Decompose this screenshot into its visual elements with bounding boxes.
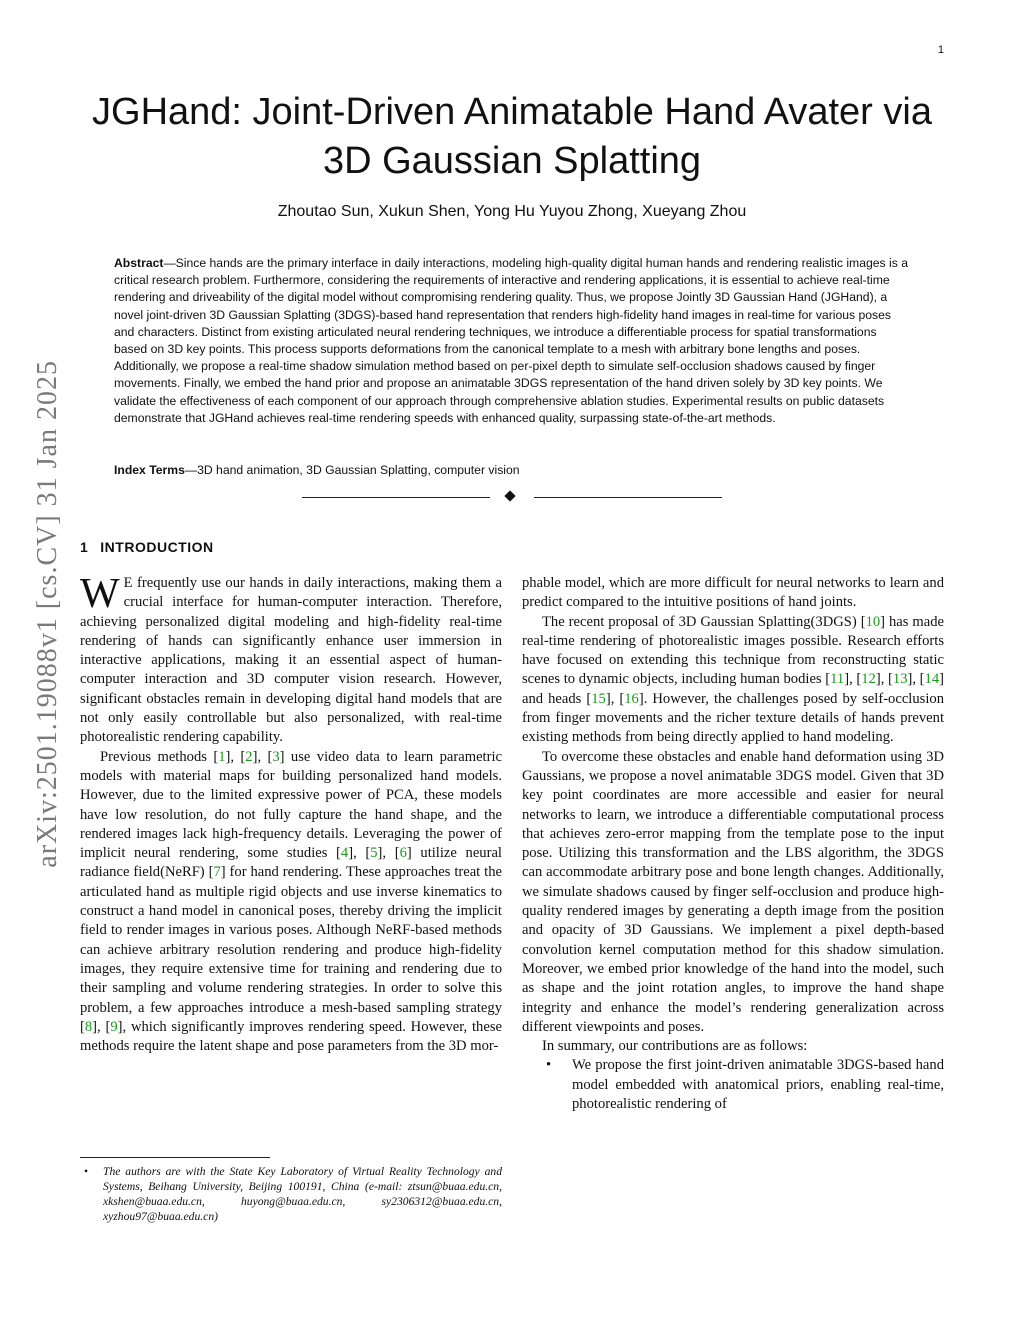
section-title: INTRODUCTION (100, 539, 214, 555)
citation-link[interactable]: 9 (110, 1018, 118, 1035)
page-number: 1 (937, 44, 944, 56)
citation-link[interactable]: 1 (218, 748, 226, 765)
text-run: ], [ (225, 748, 246, 765)
divider-line-right (534, 497, 722, 498)
right-column (522, 574, 944, 1114)
index-terms-label: Index Terms (114, 463, 185, 477)
text-run: ], [ (92, 1018, 111, 1035)
citation-link[interactable]: 10 (865, 613, 881, 630)
footnote-text: The authors are with the State Key Laboratory of Virtual Reality Technology and Systems, Beihang University, Beijing 100191, China (e-mail: ztsun@buaa.edu.cn, xkshen@buaa.edu.cn, huyong@buaa.edu.cn, sy2306312@buaa.edu.cn, xyzhou97@buaa.edu.cn) (103, 1165, 502, 1223)
text-run: ], which significantly improves rendering speed. However, these methods require the latent shape and pose parameters from the 3D mor- (80, 1018, 502, 1055)
footnote-rule (80, 1157, 270, 1158)
text-run: ], [ (377, 845, 400, 862)
arxiv-stamp: arXiv:2501.19088v1 [cs.CV] 31 Jan 2025 (32, 360, 63, 868)
citation-link[interactable]: 6 (399, 845, 407, 862)
text-run: ] has made real-time rendering of photorealistic images possible. Research efforts have focused on extending this technique from reconstructing static scenes to dynamic objects, including human bodies [ (522, 613, 944, 688)
text-run: ], [ (348, 845, 371, 862)
citation-link[interactable]: 13 (892, 671, 908, 688)
text-run: The recent proposal of 3D Gaussian Splatting(3DGS) [ (542, 613, 866, 630)
abstract-label: Abstract (114, 256, 164, 270)
intro-paragraph-1-text: E frequently use our hands in daily interactions, making them a crucial interface for human-computer interaction. Therefore, achieving personalized digital modeling and high-fidelity real-time rendering of hands can significantly enhance user immersion in interactive applications, making it an essential aspect of human-computer interaction and 3D computer vision research. However, significant obstacles remain in developing digital hand models that are not only easily controllable but also personalized, with real-time photorealistic rendering capability. (80, 575, 502, 746)
citation-link[interactable]: 11 (830, 671, 845, 688)
citation-link[interactable]: 4 (340, 845, 349, 862)
text-run: ]. However, the challenges posed by self-occlusion from finger movements and the richer texture details of hands prevent existing methods from being directly applied to hand modeling. (522, 690, 944, 746)
text-run: ], [ (605, 690, 625, 707)
text-run: ], [ (844, 671, 862, 688)
col2-paragraph-1 (522, 613, 944, 748)
index-terms-text: —3D hand animation, 3D Gaussian Splatting, computer vision (184, 463, 520, 477)
paper-title: JGHand: Joint-Driven Animatable Hand Avater via 3D Gaussian Splatting (92, 91, 932, 182)
contribution-text: We propose the first joint-driven animatable 3DGS-based hand model embedded with anatomical priors, enabling real-time, photorealistic rendering of (572, 1057, 944, 1113)
col2-paragraph-3: In summary, our contributions are as follows: (542, 1038, 808, 1055)
citation-link[interactable]: 14 (924, 671, 940, 688)
divider-line-left (302, 497, 490, 498)
footnote (80, 1164, 502, 1224)
citation-link[interactable]: 2 (245, 748, 253, 765)
citation-link[interactable]: 15 (591, 690, 606, 707)
section-divider (302, 497, 722, 499)
index-terms (114, 463, 910, 477)
intro-paragraph-2 (80, 748, 502, 1057)
drop-cap: W (80, 571, 120, 617)
citation-link[interactable]: 3 (272, 748, 280, 765)
author-list: Zhoutao Sun, Xukun Shen, Yong Hu Yuyou Zhong, Xueyang Zhou (277, 203, 747, 220)
citation-link[interactable]: 16 (624, 690, 639, 707)
abstract (114, 255, 910, 427)
text-run: ] and heads [ (522, 671, 944, 707)
text-run: ] utilize neural radiance field(NeRF) [ (80, 845, 502, 881)
diamond-icon (504, 490, 515, 501)
text-run: ] for hand rendering. These approaches treat the articulated hand as multiple rigid objects and use inverse kinematics to construct a hand model in canonical poses, thereby driving the implicit field to render images in various poses. Although NeRF-based methods can achieve arbitrary resolution rendering and produce high-fidelity images, they require extensive time for training and rendering due to their sampling and volume rendering strategies. In order to solve this problem, a few approaches introduce a mesh-based sampling strategy [ (80, 864, 502, 1035)
footnote-bullet: • (84, 1165, 89, 1178)
text-run: ] use video data to learn parametric models with material maps for building personalized hand models. However, due to the limited expressive power of PCA, these models have low resolution, do not fully capture the hand shape, and the rendered images lack high-frequency details. Leveraging the power of implicit neural rendering, some studies [ (80, 748, 502, 862)
col2-paragraph-0: phable model, which are more difficult for neural networks to learn and predict compared to the intuitive positions of hand joints. (522, 575, 944, 611)
text-run: ], [ (875, 671, 893, 688)
citation-link[interactable]: 5 (370, 845, 378, 862)
citation-link[interactable]: 12 (861, 671, 876, 688)
col2-paragraph-2: To overcome these obstacles and enable hand deformation using 3D Gaussians, we propose a novel animatable 3DGS model. Given that 3D key point coordinates are more accessible and easier for neural networks to learn, we introduce a differentiable computational process that achieves zero-error mapping from the template pose to the input pose. Utilizing this transformation and the LBS algorithm, the 3DGS can accommodate arbitrary pose and bone length changes. Additionally, we simulate shadows caused by finger self-occlusion and produce high-quality rendered images by generating a depth image from the position and opacity of 3D Gaussians. We implement a pixel depth-based convolution kernel computation method for this shadow simulation. Moreover, we embed prior knowledge of the hand into the model, such as shape and the joint rotation angles, to improve the hand shape integrity and enhance the model’s rendering generalization across different viewpoints and poses. (522, 748, 944, 1035)
text-run: Previous methods [ (100, 748, 219, 765)
bullet-icon: • (546, 1057, 552, 1074)
section-number: 1 (80, 539, 89, 555)
text-run: ], [ (252, 748, 273, 765)
citation-link[interactable]: 8 (84, 1018, 93, 1035)
text-run: ], [ (907, 671, 925, 688)
section-heading (80, 539, 214, 555)
left-column (80, 571, 502, 1056)
contribution-bullet (522, 1056, 944, 1114)
abstract-text: —Since hands are the primary interface in daily interactions, modeling high-quality digital human hands and rendering realistic images is a critical research problem. Furthermore, considering the requirements of interactive and rendering applications, it is essential to achieve real-time rendering and driveability of the digital model without compromising rendering quality. Thus, we propose Jointly 3D Gaussian Hand (JGHand), a novel joint-driven 3D Gaussian Splatting (3DGS)-based hand representation that renders high-fidelity hand images in real-time for various poses and characters. Distinct from existing articulated neural rendering techniques, we introduce a differentiable process for spatial transformations based on 3D key points. This process supports deformations from the canonical template to a mesh with arbitrary bone lengths and poses. Additionally, we propose a real-time shadow simulation method based on per-pixel depth to simulate self-occlusion shadows caused by finger movements. Finally, we embed the hand prior and propose an animatable 3DGS representation of the hand driven solely by 3D key points. We validate the effectiveness of each component of our approach through comprehensive ablation studies. Experimental results on public datasets demonstrate that JGHand achieves real-time rendering speeds with enhanced quality, surpassing state-of-the-art methods. (114, 256, 908, 425)
intro-paragraph-1 (80, 571, 502, 748)
citation-link[interactable]: 7 (213, 864, 221, 881)
